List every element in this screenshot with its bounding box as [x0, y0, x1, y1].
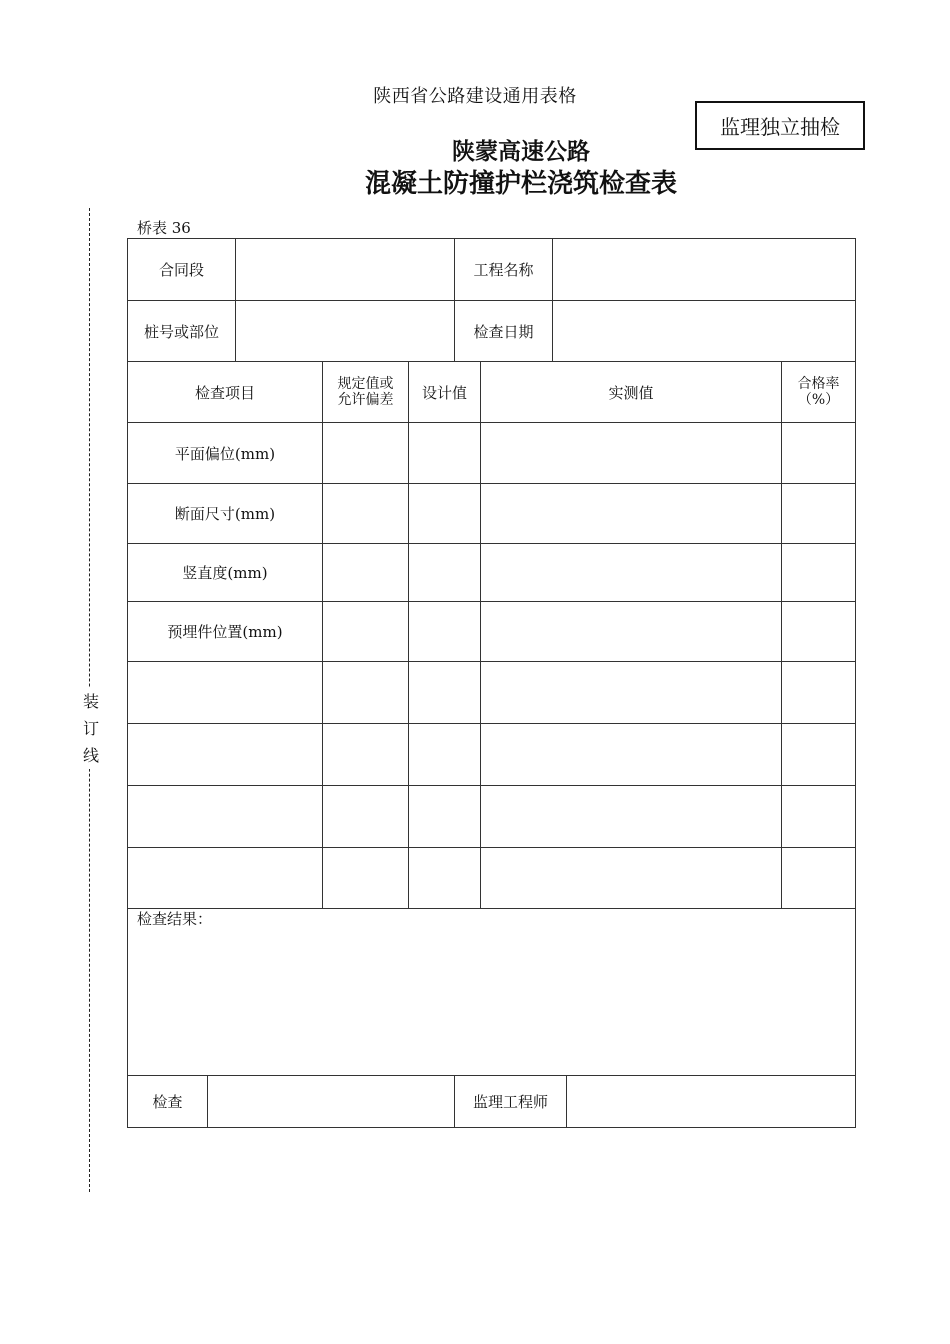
row-item[interactable] [128, 662, 323, 724]
header-pass-line1: 合格率 [797, 376, 840, 392]
table-row [128, 724, 856, 786]
table-row [128, 423, 856, 484]
engineer-label: 监理工程师 [455, 1076, 567, 1128]
row-pass-cell[interactable] [782, 602, 856, 662]
row-measured-cell[interactable] [481, 724, 782, 786]
row-pass-cell[interactable] [782, 848, 856, 909]
project-name-label: 工程名称 [455, 239, 553, 301]
supervision-stamp-box: 监理独立抽检 [695, 101, 865, 150]
row-item: 断面尺寸(mm) [128, 484, 323, 544]
row-measured-cell[interactable] [481, 662, 782, 724]
binding-line-label [79, 688, 103, 769]
check-date-label: 检查日期 [455, 301, 553, 362]
binding-char: 装 订 线 [82, 692, 99, 765]
form-series-title: 陕西省公路建设通用表格 [373, 86, 577, 107]
header-pass-line2: （%） [797, 392, 840, 408]
row-item: 平面偏位(mm) [128, 423, 323, 484]
row-item[interactable] [128, 848, 323, 909]
table-row [128, 484, 856, 544]
row-spec-cell[interactable] [323, 786, 409, 848]
inspector-label: 检查 [128, 1076, 208, 1128]
contract-field[interactable] [236, 239, 455, 301]
row-spec-cell[interactable] [323, 848, 409, 909]
row-spec-cell[interactable] [323, 544, 409, 602]
header-spec-line2: 允许偏差 [337, 392, 394, 408]
row-measured-cell[interactable] [481, 602, 782, 662]
table-row [128, 544, 856, 602]
engineer-field[interactable] [567, 1076, 856, 1128]
station-label: 桩号或部位 [128, 301, 236, 362]
row-item: 预埋件位置(mm) [128, 602, 323, 662]
table-row [128, 602, 856, 662]
row-measured-cell[interactable] [481, 848, 782, 909]
row-design-cell[interactable] [409, 423, 481, 484]
signature-table [127, 1075, 856, 1128]
row-design-cell[interactable] [409, 724, 481, 786]
project-title: 陕蒙高速公路 [452, 139, 590, 165]
row-spec-cell[interactable] [323, 484, 409, 544]
row-spec-cell[interactable] [323, 724, 409, 786]
row-spec-cell[interactable] [323, 662, 409, 724]
row-design-cell[interactable] [409, 662, 481, 724]
header-row [128, 362, 856, 423]
contract-label: 合同段 [128, 239, 236, 301]
table-row [128, 662, 856, 724]
form-code: 桥表 36 [137, 219, 191, 237]
row-pass-cell[interactable] [782, 786, 856, 848]
row-item[interactable] [128, 786, 323, 848]
table-row [128, 786, 856, 848]
check-date-field[interactable] [553, 301, 856, 362]
row-measured-cell[interactable] [481, 423, 782, 484]
table-row [128, 848, 856, 909]
row-spec-cell[interactable] [323, 602, 409, 662]
header-item: 检查项目 [128, 362, 323, 423]
header-spec-line1: 规定值或 [337, 376, 394, 392]
header-design: 设计值 [409, 362, 481, 423]
row-design-cell[interactable] [409, 848, 481, 909]
row-item[interactable] [128, 724, 323, 786]
inspector-field[interactable] [208, 1076, 455, 1128]
row-measured-cell[interactable] [481, 786, 782, 848]
header-measured: 实测值 [481, 362, 782, 423]
header-spec [323, 362, 409, 423]
form-title: 混凝土防撞护栏浇筑检查表 [364, 169, 677, 199]
row-measured-cell[interactable] [481, 544, 782, 602]
row-design-cell[interactable] [409, 544, 481, 602]
row-design-cell[interactable] [409, 602, 481, 662]
row-item: 竖直度(mm) [128, 544, 323, 602]
inspection-table [127, 361, 856, 909]
row-design-cell[interactable] [409, 484, 481, 544]
row-pass-cell[interactable] [782, 662, 856, 724]
row-pass-cell[interactable] [782, 724, 856, 786]
row-design-cell[interactable] [409, 786, 481, 848]
row-pass-cell[interactable] [782, 544, 856, 602]
check-result-label: 检查结果： [137, 910, 213, 928]
station-field[interactable] [236, 301, 455, 362]
row-pass-cell[interactable] [782, 423, 856, 484]
row-spec-cell[interactable] [323, 423, 409, 484]
row-measured-cell[interactable] [481, 484, 782, 544]
header-pass-rate [782, 362, 856, 423]
row-pass-cell[interactable] [782, 484, 856, 544]
project-name-field[interactable] [553, 239, 856, 301]
check-result-area[interactable] [127, 908, 856, 1075]
info-table [127, 238, 856, 362]
